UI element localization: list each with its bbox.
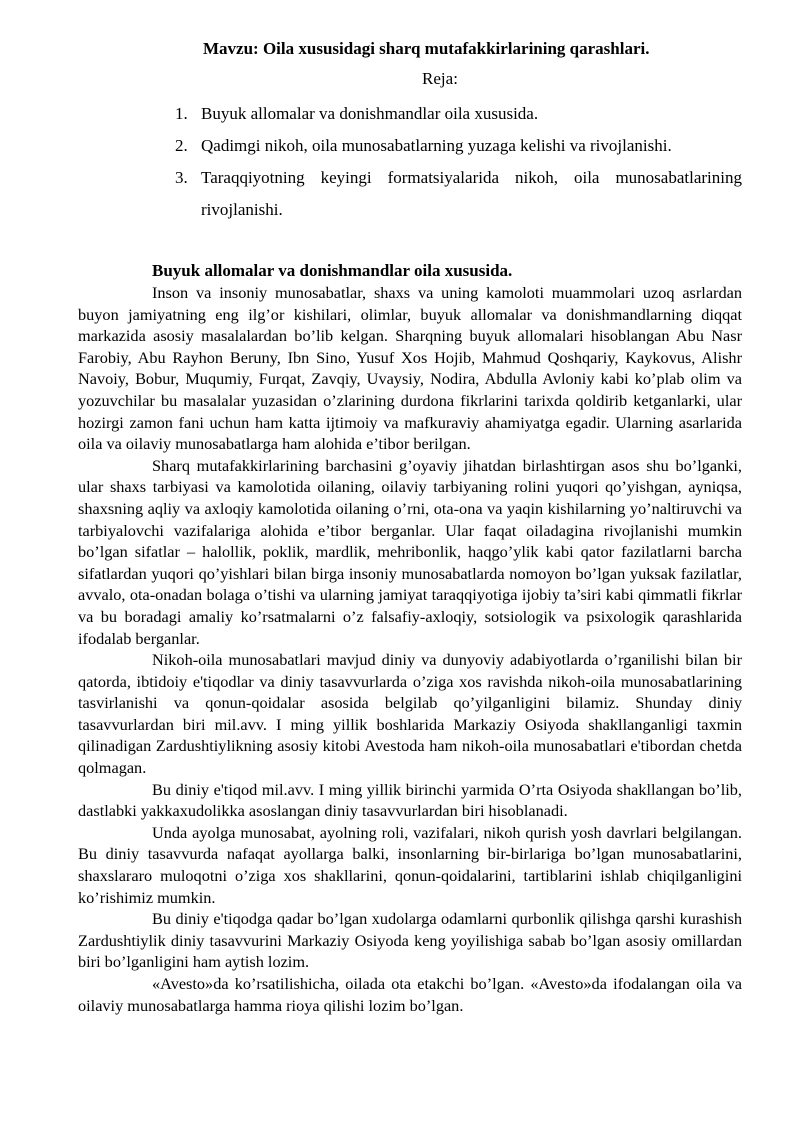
document-page <box>78 36 742 1016</box>
plan-item-number: 3. <box>175 168 188 187</box>
body-paragraph: Bu diniy e'tiqodga qadar bo’lgan xudolarga odamlarni qurbonlik qilishga qarshi kurashish Zardushtiylik diniy tasavvurini Markaziy Osiyoda keng yoyilishiga sabab bo’lgan asosiy omillardan biri bo’lganligini ham aytish lozim. <box>78 909 742 972</box>
document-title: Mavzu: Oila xususidagi sharq mutafakkirlarining qarashlari. <box>203 39 650 58</box>
plan-item-text: Buyuk allomalar va donishmandlar oila xususida. <box>201 104 539 123</box>
section-title: Buyuk allomalar va donishmandlar oila xususida. <box>152 261 513 280</box>
plan-item-number: 1. <box>175 104 188 123</box>
plan-list <box>78 98 742 226</box>
plan-item-number: 2. <box>175 136 188 155</box>
body-paragraph: Inson va insoniy munosabatlar, shaxs va uning kamoloti muammolari uzoq asrlardan buyon jamiyatning eng ilg’or kishilari, olimlar, buyuk allomalar va donishmandlarning diqqat markazida asosiy masalalardan bo’lib kelgan. Sharqning buyuk allomalari hisoblangan Abu Nasr Farobiy, Abu Rayhon Beruny, Ibn Sino, Yusuf Xos Hojib, Mahmud Qoshqariy, Kaykovus, Alishr Navoiy, Bobur, Muqumiy, Furqat, Zavqiy, Uvaysiy, Nodira, Abdulla Avloniy kabi ko’plab olim va yozuvchilar bu masalalar yuzasidan o’zlarining durdona fikrlarini tarixda qoldirib ketganlarki, ular hozirgi zamon fani uchun ham katta ijtimoiy va mafkuraviy ahamiyatga egadir. Ularning asarlarida oila va oilaviy munosabatlarga ham alohida e’tibor berilgan. <box>78 283 742 454</box>
body-paragraph: Nikoh-oila munosabatlari mavjud diniy va dunyoviy adabiyotlarda o’rganilishi bilan bir qatorda, ibtidoiy e'tiqodlar va diniy tasavvurlarda o’ziga xos ravishda nikoh-oila munosabatlarining tasvirlanishi va qonun-qoidalar asosida belgilab qo’yilganligini bilamiz. Shunday diniy tasavvurlardan biri mil.avv. I ming yillik boshlarida Markaziy Osiyoda shakllanganligi taxmin qilinadigan Zardushtiylikning asosiy kitobi Avestoda ham nikoh-oila munosabatlari e'tibordan chetda qolmagan. <box>78 650 742 778</box>
plan-item <box>175 162 742 226</box>
body-paragraph: «Avesto»da ko’rsatilishicha, oilada ota etakchi bo’lgan. «Avesto»da ifodalangan oila va oilaviy munosabatlarga hamma rioya qilishi lozim bo’lgan. <box>78 974 742 1015</box>
plan-heading: Reja: <box>422 69 458 88</box>
plan-item <box>175 130 742 162</box>
plan-item <box>175 98 742 130</box>
body-paragraph: Unda ayolga munosabat, ayolning roli, vazifalari, nikoh qurish yosh davrlari belgilangan. Bu diniy tasavvurda nafaqat ayollarga balki, insonlarning bir-birlariga bo’lgan munosabatlarini, shaxslararo muloqotni o’ziga xos shakllarini, qonun-qoidalarini, tartiblarini ishlab chiqilganligini ko’rishimiz mumkin. <box>78 822 742 907</box>
plan-item-text: Taraqqiyotning keyingi formatsiyalarida nikoh, oila munosabatlarining rivojlanishi. <box>201 168 742 219</box>
plan-item-text: Qadimgi nikoh, oila munosabatlarning yuzaga kelishi va rivojlanishi. <box>201 136 672 155</box>
body-paragraph: Sharq mutafakkirlarining barchasini g’oyaviy jihatdan birlashtirgan asos shu bo’lganki, ular shaxs tarbiyasi va kamolotida oilaning, oilaviy tarbiyaning rolini yuqori qo’yishgan, ayniqsa, shaxsning aqliy va axloqiy kamolotida oilaning o’rni, ota-ona va yaqin kishilarning yo’naltiruvchi va tarbiyalovchi vazifalariga alohida e’tibor berganlar. Ular faqat oiladagina rivojlanishi mumkin bo’lgan sifatlar – halollik, poklik, mardlik, mehribonlik, haqgo’ylik kabi qator fazilatlarni barcha sifatlardan yuqori qo’yishlari bilan birga insoniy munosabatlarda nomoyon bo’lgan yuksak fazilatlar, avvalo, ota-onadan bolaga o’tishi va ularning jamiyat taraqqiyotiga ijobiy ta’siri kabi qimmatli fikrlar va bu boradagi amaliy ko’rsatmalarni o’z falsafiy-axloqiy, sotsiologik va psixologik qarashlarida ifodalab berganlar. <box>78 455 742 648</box>
body-paragraph: Bu diniy e'tiqod mil.avv. I ming yillik birinchi yarmida O’rta Osiyoda shakllangan bo’lib, dastlabki yakkaxudolikka asoslangan diniy tasavvurlardan biri hisoblanadi. <box>78 779 742 821</box>
